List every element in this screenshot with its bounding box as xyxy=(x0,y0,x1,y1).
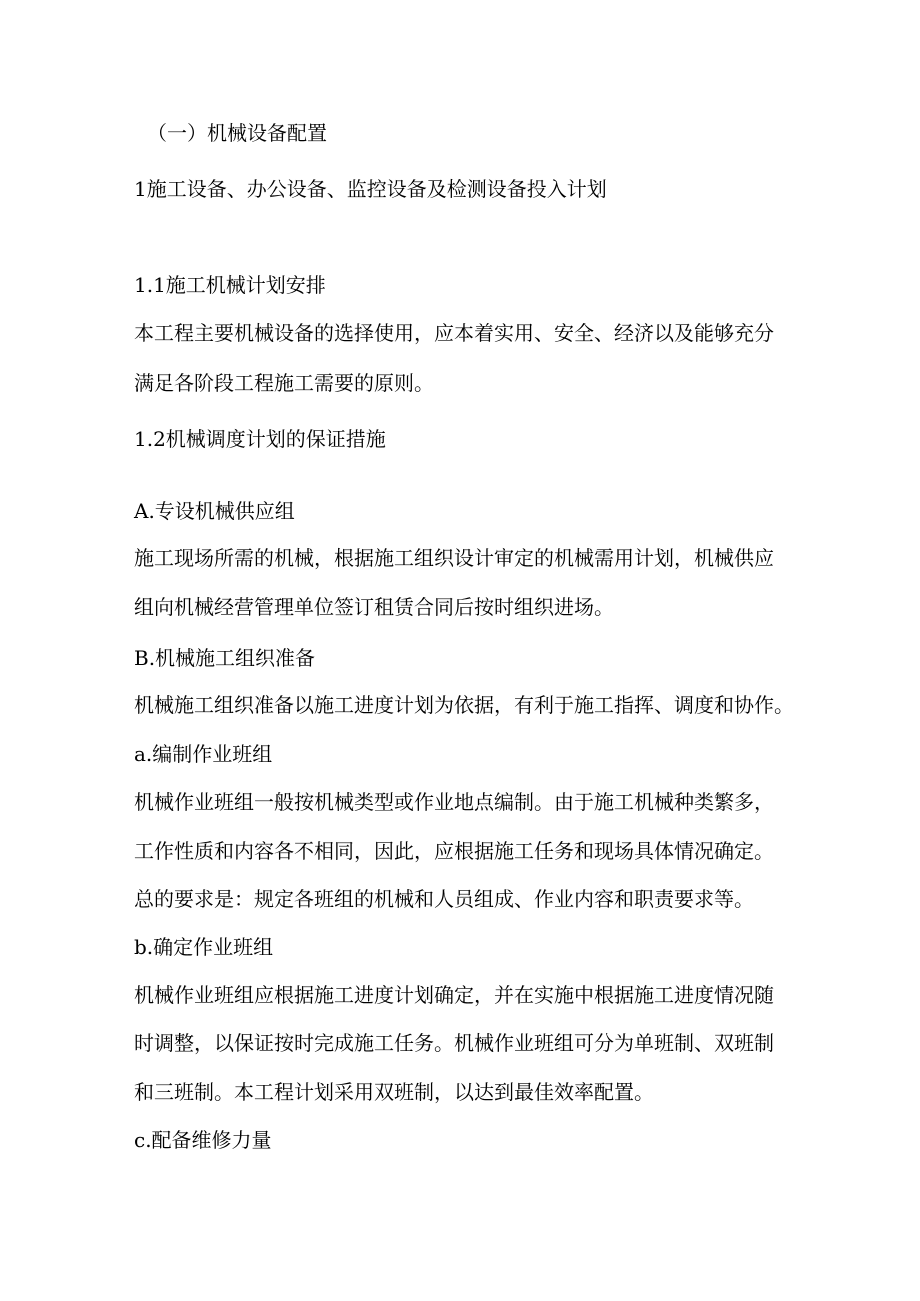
heading-a-upper: A.专设机械供应组 xyxy=(134,499,295,523)
paragraph-line: 本工程主要机械设备的选择使用，应本着实用、安全、经济以及能够充分 xyxy=(134,321,774,345)
paragraph-line: 满足各阶段工程施工需要的原则。 xyxy=(134,371,434,395)
section-title: （一）机械设备配置 xyxy=(147,121,327,145)
paragraph-line: 机械施工组织准备以施工进度计划为依据，有利于施工指挥、调度和协作。 xyxy=(134,693,794,717)
paragraph-line: 工作性质和内容各不相同，因此，应根据施工任务和现场具体情况确定。 xyxy=(134,839,774,863)
paragraph-line: 和三班制。本工程计划采用双班制，以达到最佳效率配置。 xyxy=(134,1080,654,1104)
heading-a-lower: a.编制作业班组 xyxy=(134,742,273,766)
heading-b-upper: B.机械施工组织准备 xyxy=(134,646,316,670)
heading-1-1: 1.1施工机械计划安排 xyxy=(134,273,326,297)
paragraph-line: 时调整，以保证按时完成施工任务。机械作业班组可分为单班制、双班制 xyxy=(134,1031,774,1055)
heading-c-lower: c.配备维修力量 xyxy=(134,1128,272,1152)
paragraph-line: 施工现场所需的机械，根据施工组织设计审定的机械需用计划，机械供应 xyxy=(134,546,774,570)
heading-1-2: 1.2机械调度计划的保证措施 xyxy=(134,427,386,451)
paragraph-line: 总的要求是：规定各班组的机械和人员组成、作业内容和职责要求等。 xyxy=(134,887,754,911)
paragraph-line: 机械作业班组一般按机械类型或作业地点编制。由于施工机械种类繁多， xyxy=(134,790,774,814)
paragraph-line: 机械作业班组应根据施工进度计划确定，并在实施中根据施工进度情况随 xyxy=(134,983,774,1007)
heading-b-lower: b.确定作业班组 xyxy=(134,935,274,959)
heading-1: 1施工设备、办公设备、监控设备及检测设备投入计划 xyxy=(134,177,607,201)
paragraph-line: 组向机械经营管理单位签订租赁合同后按时组织进场。 xyxy=(134,595,614,619)
